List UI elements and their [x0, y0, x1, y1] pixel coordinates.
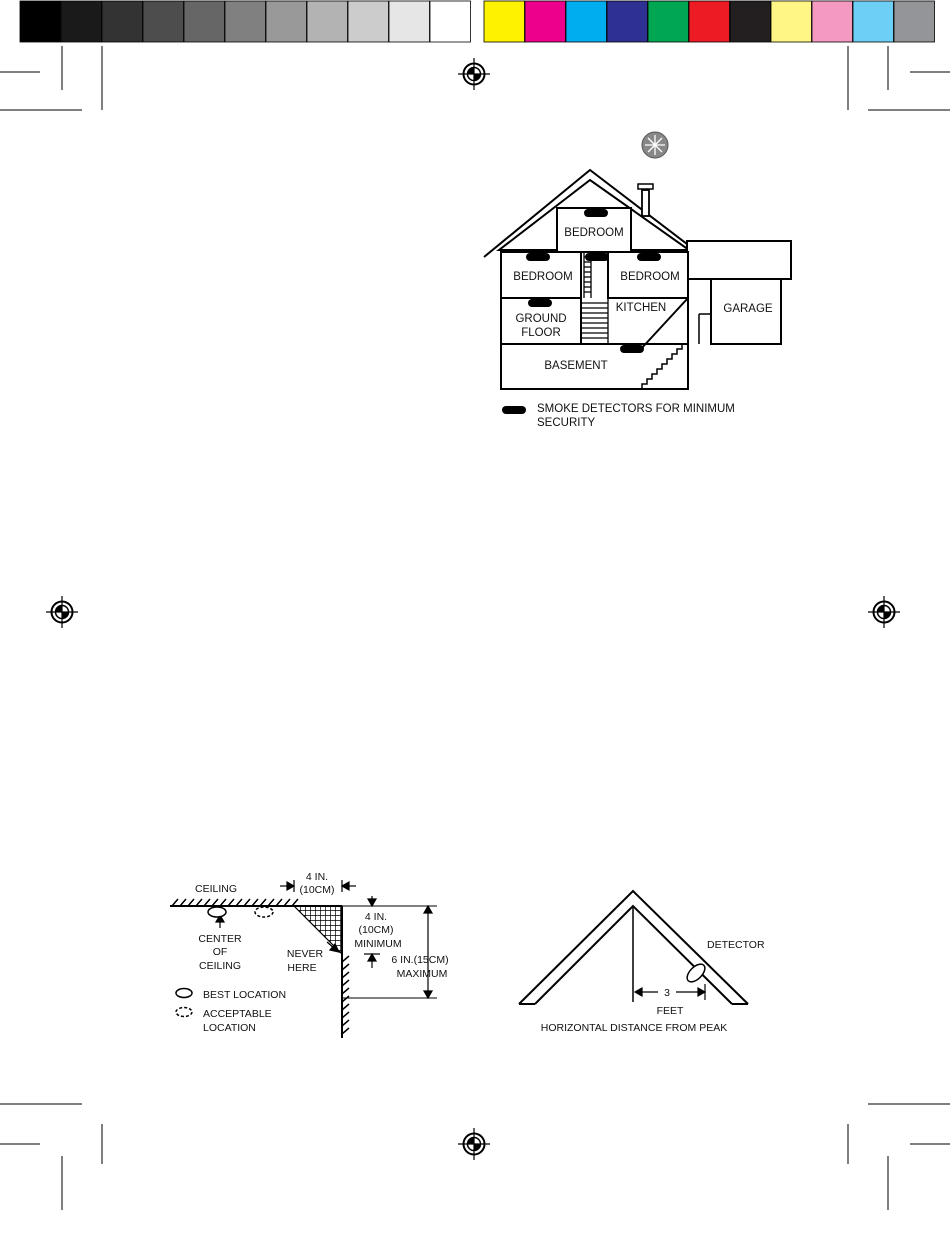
color-calibration-bar: [484, 1, 935, 42]
room-label-left-bedroom: BEDROOM: [513, 271, 573, 283]
detector-icon: [684, 961, 708, 985]
room-label-kitchen: KITCHEN: [615, 302, 667, 314]
color-swatch: [20, 1, 61, 42]
label-distance-value: 3: [664, 987, 670, 999]
ceiling-hatching: [172, 899, 298, 906]
label-never: NEVER: [286, 948, 324, 960]
room-label-garage: GARAGE: [723, 303, 773, 315]
legend-text-line2: SECURITY: [537, 417, 596, 429]
color-swatch: [225, 1, 266, 42]
garage-roof: [687, 241, 791, 279]
label-here: HERE: [287, 962, 317, 974]
label-ceiling-2: CEILING: [198, 960, 242, 972]
wall-hatching: [342, 956, 349, 1034]
label-ceiling: CEILING: [195, 883, 238, 895]
color-swatch: [184, 1, 225, 42]
color-swatch: [566, 1, 607, 42]
label-min-10cm: (10CM): [358, 924, 394, 936]
acceptable-location-icon: [176, 1008, 192, 1017]
color-swatch: [266, 1, 307, 42]
color-swatch: [61, 1, 102, 42]
registration-mark-left: [46, 596, 78, 628]
color-swatch: [771, 1, 812, 42]
label-maximum: MAXIMUM: [396, 968, 448, 980]
peaked-ceiling-diagram: [519, 891, 765, 1034]
color-swatch: [143, 1, 184, 42]
color-swatch: [484, 1, 525, 42]
label-gap-10cm: (10CM): [299, 884, 335, 896]
best-location-icon: [176, 989, 192, 998]
smoke-detector-icon: [585, 253, 609, 261]
room-label-ground: GROUND: [515, 313, 567, 325]
registration-mark-bottom: [458, 1128, 490, 1160]
color-swatch: [525, 1, 566, 42]
house-legend: [502, 403, 735, 429]
label-minimum: MINIMUM: [354, 938, 402, 950]
label-of: OF: [212, 946, 228, 958]
gray-calibration-bar: [20, 1, 471, 42]
label-min-4in: 4 IN.: [364, 911, 388, 923]
crop-marks: [0, 46, 950, 1210]
label-horizontal-distance: HORIZONTAL DISTANCE FROM PEAK: [540, 1022, 728, 1034]
color-swatch: [389, 1, 430, 42]
room-label-basement: BASEMENT: [544, 360, 608, 372]
label-gap-4in: 4 IN.: [305, 871, 329, 883]
color-swatch: [307, 1, 348, 42]
color-swatch: [102, 1, 143, 42]
chimney: [638, 184, 653, 216]
color-swatch: [730, 1, 771, 42]
legend-text-line1: SMOKE DETECTORS FOR MINIMUM: [537, 403, 735, 415]
label-max-6in: 6 IN.(15CM): [391, 954, 449, 966]
legend-location: LOCATION: [203, 1022, 256, 1034]
registration-mark-right: [868, 596, 900, 628]
color-swatch: [812, 1, 853, 42]
registration-mark-top: [458, 58, 490, 90]
label-detector: DETECTOR: [707, 939, 765, 951]
best-location-marker: [208, 907, 226, 917]
color-swatch: [607, 1, 648, 42]
smoke-detector-icon: [637, 253, 661, 261]
legend-acceptable: ACCEPTABLE: [203, 1008, 272, 1020]
smoke-detector-icon: [584, 209, 608, 217]
color-swatch: [348, 1, 389, 42]
label-feet: FEET: [656, 1005, 684, 1017]
color-swatch: [894, 1, 935, 42]
ceiling-placement-diagram: [170, 871, 449, 1038]
acceptable-location-marker: [255, 907, 273, 917]
color-swatch: [430, 1, 471, 42]
house-diagram: [484, 170, 791, 429]
smoke-detector-icon: [620, 345, 644, 353]
ceiling-legend: [176, 989, 286, 1035]
starburst-icon: [642, 132, 668, 158]
smoke-detector-icon: [526, 253, 550, 261]
room-label-right-bedroom: BEDROOM: [620, 271, 680, 283]
room-label-floor: FLOOR: [521, 327, 561, 339]
smoke-detector-icon: [502, 406, 526, 414]
color-swatch: [689, 1, 730, 42]
distance-arrow: [635, 984, 705, 1000]
smoke-detector-icon: [528, 299, 552, 307]
label-center: CENTER: [198, 933, 242, 945]
room-label-attic-bedroom: BEDROOM: [564, 227, 624, 239]
legend-best-location: BEST LOCATION: [203, 989, 287, 1001]
color-swatch: [853, 1, 894, 42]
color-swatch: [648, 1, 689, 42]
